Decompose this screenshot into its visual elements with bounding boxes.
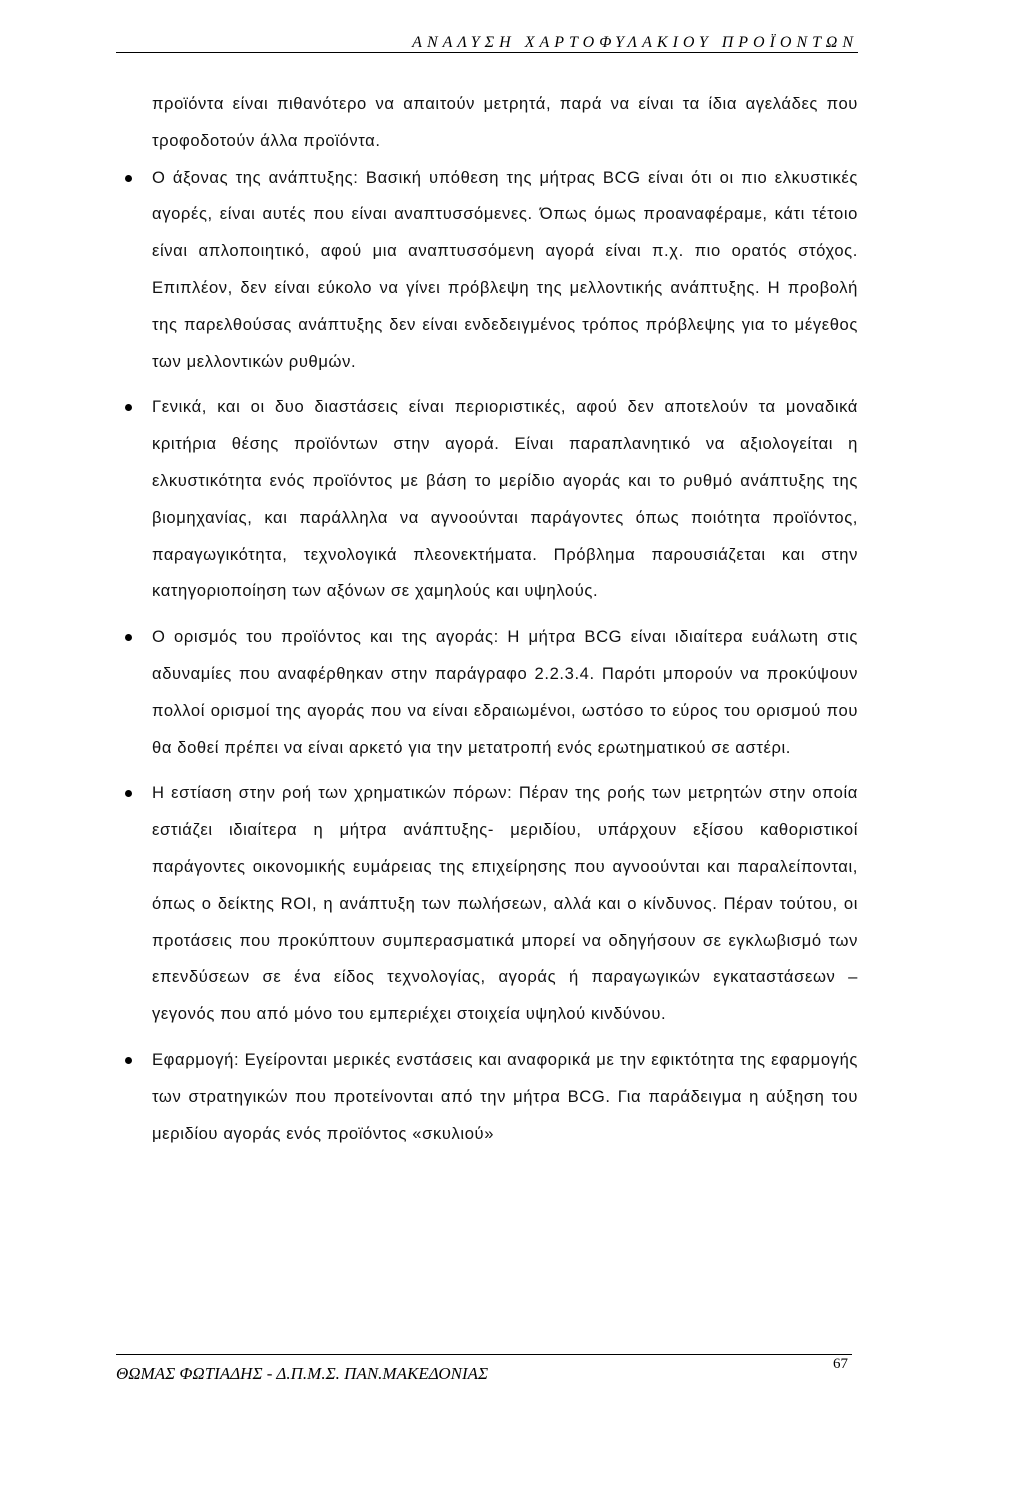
bullet-item	[152, 389, 858, 610]
bullet-text: Γενικά, και οι δυο διαστάσεις είναι περιοριστικές, αφού δεν αποτελούν τα μοναδικά κριτήρια θέσης προϊόντων στην αγορά. Είναι παραπλανητικό να αξιολογείται η ελκυστικότητα ενός προϊόντος με βάση το μερίδιο αγοράς και το ρυθμό ανάπτυξης της βιομηχανίας, και παράλληλα να αγνοούνται παράγοντες όπως ποιότητα προϊόντος, παραγωγικότητα, τεχνολογικά πλεονεκτήματα. Πρόβλημα παρουσιάζεται και στην κατηγοριοποίηση των αξόνων σε χαμηλούς και υψηλούς.	[152, 397, 858, 601]
bullet-dot-icon	[125, 404, 132, 411]
intro-paragraph: προϊόντα είναι πιθανότερο να απαιτούν μετρητά, παρά να είναι τα ίδια αγελάδες που τροφοδοτούν άλλα προϊόντα.	[152, 94, 858, 150]
bullet-dot-icon	[125, 790, 132, 797]
bullet-item	[152, 619, 858, 766]
bullet-text: Ο ορισμός του προϊόντος και της αγοράς: Η μήτρα BCG είναι ιδιαίτερα ευάλωτη στις αδυναμίες που αναφέρθηκαν στην παράγραφο 2.2.3.4. Παρότι μπορούν να προκύψουν πολλοί ορισμοί της αγοράς που να είναι εδραιωμένοι, ωστόσο το εύρος του ορισμού που θα δοθεί πρέπει να είναι αρκετό για την μετατροπή ενός ερωτηματικού σε αστέρι.	[152, 627, 858, 757]
footer-rule	[116, 1354, 852, 1355]
body-text	[152, 86, 858, 1161]
bullet-item	[152, 775, 858, 1033]
bullet-dot-icon	[125, 634, 132, 641]
bullet-item	[152, 160, 858, 381]
bullet-item	[152, 1042, 858, 1152]
bullet-dot-icon	[125, 175, 132, 182]
page-footer	[116, 1356, 852, 1384]
header-rule	[116, 52, 858, 53]
bullet-list	[152, 160, 858, 1153]
bullet-text: Εφαρμογή: Εγείρονται μερικές ενστάσεις και αναφορικά με την εφικτότητα της εφαρμογής των στρατηγικών που προτείνονται από την μήτρα BCG. Για παράδειγμα η αύξηση του μεριδίου αγοράς ενός προϊόντος «σκυλιού»	[152, 1049, 858, 1143]
footer-author: ΘΩΜΑΣ ΦΩΤΙΑΔΗΣ - Δ.Π.Μ.Σ. ΠΑΝ.ΜΑΚΕΔΟΝΙΑΣ	[116, 1364, 489, 1383]
bullet-dot-icon	[125, 1057, 132, 1064]
bullet-text: Η εστίαση στην ροή των χρηματικών πόρων: Πέραν της ροής των μετρητών στην οποία εστιάζει ιδιαίτερα η μήτρα ανάπτυξης- μεριδίου, υπάρχουν εξίσου καθοριστικοί παράγοντες οικονομικής ευμάρειας της επιχείρησης που αγνοούνται και παραλείπονται, όπως ο δείκτης ROI, η ανάπτυξη των πωλήσεων, αλλά και ο κίνδυνος. Πέραν τούτου, οι προτάσεις που προκύπτουν συμπερασματικά μπορεί να οδηγήσουν σε εγκλωβισμό των επενδύσεων σε ένα είδος τεχνολογίας, αγοράς ή παραγωγικών εγκαταστάσεων – γεγονός που από μόνο του εμπεριέχει στοιχεία υψηλού κινδύνου.	[152, 783, 858, 1024]
bullet-text: Ο άξονας της ανάπτυξης: Βασική υπόθεση της μήτρας BCG είναι ότι οι πιο ελκυστικές αγορές, είναι αυτές που είναι αναπτυσσόμενες. Όπως όμως προαναφέραμε, κάτι τέτοιο είναι απλοποιητικό, αφού μια αναπτυσσόμενη αγορά είναι π.χ. πιο ορατός στόχος. Επιπλέον, δεν είναι εύκολο να γίνει πρόβλεψη της μελλοντικής ανάπτυξης. Η προβολή της παρελθούσας ανάπτυξης δεν είναι ενδεδειγμένος τρόπος πρόβλεψης για το μέγεθος των μελλοντικών ρυθμών.	[152, 167, 858, 371]
running-header: ΑΝΑΛΥΣΗ ΧΑΡΤΟΦΥΛΑΚΙΟΥ ΠΡΟΪΟΝΤΩΝ	[412, 34, 858, 51]
page-number: 67	[833, 1356, 848, 1372]
